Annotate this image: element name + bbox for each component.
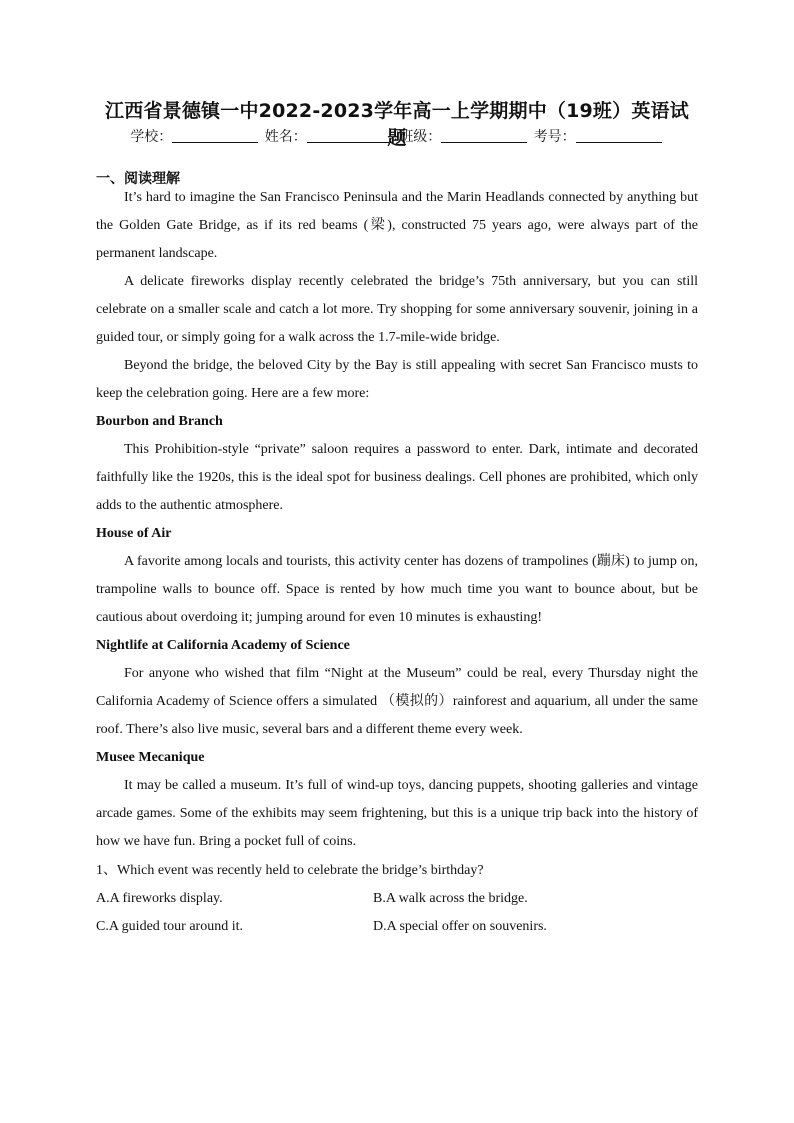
class-label: 班级：	[399, 129, 442, 145]
place-heading: Bourbon and Branch	[96, 414, 223, 429]
place-heading: Nightlife at California Academy of Science	[96, 638, 350, 653]
passage-paragraph: It’s hard to imagine the San Francisco Peninsula and the Marin Headlands connected by anything but the Golden Gate Bridge, as if its red beams (梁), constructed 75 years ago, were always part of the permanent landscape.	[96, 190, 698, 261]
class-blank[interactable]	[441, 129, 527, 143]
exam-number-label: 考号：	[533, 129, 576, 145]
section-title: 一、阅读理解	[96, 171, 180, 187]
place-heading: Musee Mecanique	[96, 750, 205, 765]
name-label: 姓名：	[264, 129, 307, 145]
student-info-line	[96, 126, 698, 146]
place-description: It may be called a museum. It’s full of wind-up toys, dancing puppets, shooting galleries and vintage arcade games. Some of the exhibits may seem frightening, but this is a unique trip back into the history of how we have fun. Bring a pocket full of coins.	[96, 778, 698, 849]
place-description: This Prohibition-style “private” saloon requires a password to enter. Dark, intimate and decorated faithfully like the 1920s, this is the ideal spot for business dealings. Cell phones are prohibited, which only adds to the authentic atmosphere.	[96, 442, 698, 513]
question-stem: 1、Which event was recently held to celebrate the bridge’s birthday?	[96, 863, 484, 878]
reading-passage	[96, 184, 698, 941]
option-b[interactable]: B.A walk across the bridge.	[373, 891, 528, 906]
option-c[interactable]: C.A guided tour around it.	[96, 919, 243, 934]
name-blank[interactable]	[307, 129, 393, 143]
answer-options	[96, 885, 698, 941]
place-description: A favorite among locals and tourists, this activity center has dozens of trampolines (蹦床) to jump on, trampoline walls to bounce off. Space is rented by how much time you want to bounce about, but be cautious about overdoing it; jumping around for even 10 minutes is exhausting!	[96, 554, 698, 625]
option-d[interactable]: D.A special offer on souvenirs.	[373, 919, 547, 934]
place-heading: House of Air	[96, 526, 172, 541]
school-label: 学校：	[130, 129, 173, 145]
exam-number-blank[interactable]	[576, 129, 662, 143]
school-blank[interactable]	[172, 129, 258, 143]
option-a[interactable]: A.A fireworks display.	[96, 891, 223, 906]
place-description: For anyone who wished that film “Night at the Museum” could be real, every Thursday night the California Academy of Science offers a simulated （模拟的）rainforest and aquarium, all under the same roof. There’s also live music, several bars and a different theme every week.	[96, 666, 698, 737]
page-title: 江西省景德镇一中2022-2023学年高一上学期期中（19班）英语试题	[105, 100, 689, 149]
passage-paragraph: Beyond the bridge, the beloved City by the Bay is still appealing with secret San Francisco musts to keep the celebration going. Here are a few more:	[96, 358, 698, 401]
passage-paragraph: A delicate fireworks display recently celebrated the bridge’s 75th anniversary, but you can still celebrate on a smaller scale and catch a lot more. Try shopping for some anniversary souvenir, joining in a guided tour, or simply going for a walk across the 1.7-mile-wide bridge.	[96, 274, 698, 345]
